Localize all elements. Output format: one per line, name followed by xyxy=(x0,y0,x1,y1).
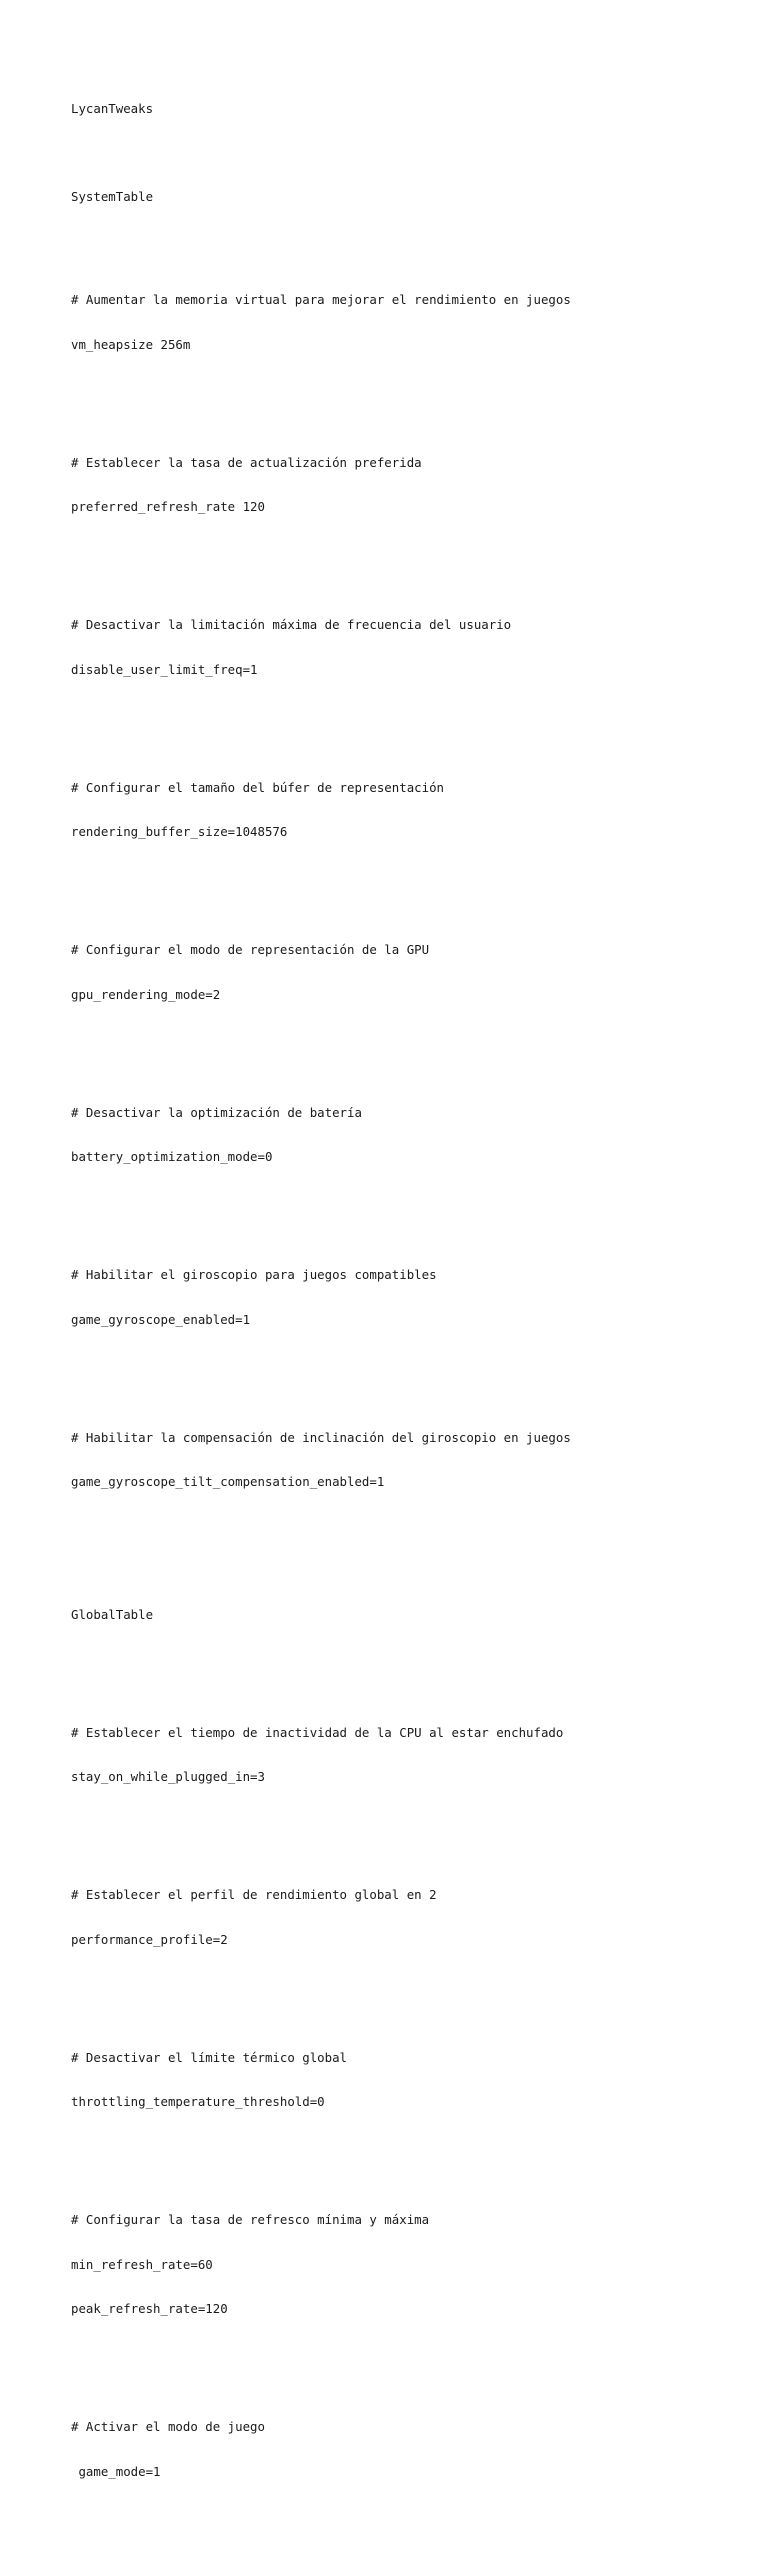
setting-line: vm_heapsize 256m xyxy=(71,336,191,352)
comment-line: # Configurar la tasa de refresco mínima y máxima xyxy=(71,2212,430,2228)
comment-line: # Habilitar el giroscopio para juegos compatibles xyxy=(71,1267,437,1283)
setting-block xyxy=(71,1859,751,1977)
setting-line: game_mode=1 xyxy=(71,2463,161,2479)
comment-line: # Configurar el tamaño del búfer de representación xyxy=(71,779,444,795)
setting-block xyxy=(71,1401,751,1519)
setting-block xyxy=(71,914,751,1032)
document-page xyxy=(71,72,751,2568)
setting-block xyxy=(71,2021,751,2139)
setting-line: battery_optimization_mode=0 xyxy=(71,1149,273,1165)
setting-line: performance_profile=2 xyxy=(71,1931,228,1947)
comment-line: # Desactivar la optimización de batería xyxy=(71,1104,362,1120)
setting-line: preferred_refresh_rate 120 xyxy=(71,499,265,515)
setting-block xyxy=(71,2184,751,2347)
system-table-section xyxy=(71,234,751,1563)
comment-line: # Aumentar la memoria virtual para mejorar el rendimiento en juegos xyxy=(71,292,571,308)
comment-line: # Establecer el tiempo de inactividad de la CPU al estar enchufado xyxy=(71,1724,564,1740)
global-table-heading: GlobalTable xyxy=(71,1606,154,1622)
setting-line: throttling_temperature_threshold=0 xyxy=(71,2094,325,2110)
setting-block xyxy=(71,589,751,707)
comment-line: # Establecer la tasa de actualización preferida xyxy=(71,454,422,470)
setting-line: stay_on_while_plugged_in=3 xyxy=(71,1769,265,1785)
comment-line: # Configurar el modo de representación de la GPU xyxy=(71,942,430,958)
setting-block xyxy=(71,1076,751,1194)
comment-line: # Establecer el perfil de rendimiento global en 2 xyxy=(71,1887,437,1903)
setting-line: game_gyroscope_tilt_compensation_enabled=1 xyxy=(71,1474,385,1490)
setting-block xyxy=(71,1696,751,1814)
system-table-heading: SystemTable xyxy=(71,188,154,204)
comment-line: # Desactivar el límite térmico global xyxy=(71,2049,348,2065)
comment-line: # Habilitar la compensación de inclinación del giroscopio en juegos xyxy=(71,1429,571,1445)
comment-line: # Desactivar la limitación máxima de frecuencia del usuario xyxy=(71,617,512,633)
global-table-section xyxy=(71,1667,751,2553)
setting-line: game_gyroscope_enabled=1 xyxy=(71,1311,251,1327)
setting-line: min_refresh_rate=60 xyxy=(71,2256,213,2272)
setting-line: disable_user_limit_freq=1 xyxy=(71,661,258,677)
setting-line: rendering_buffer_size=1048576 xyxy=(71,824,288,840)
setting-block xyxy=(71,2391,751,2509)
setting-block xyxy=(71,751,751,869)
comment-line: # Activar el modo de juego xyxy=(71,2419,265,2435)
setting-block xyxy=(71,426,751,544)
document-title: LycanTweaks xyxy=(71,100,154,116)
setting-block xyxy=(71,1239,751,1357)
setting-line: gpu_rendering_mode=2 xyxy=(71,986,221,1002)
setting-block xyxy=(71,264,751,382)
setting-line: peak_refresh_rate=120 xyxy=(71,2301,228,2317)
